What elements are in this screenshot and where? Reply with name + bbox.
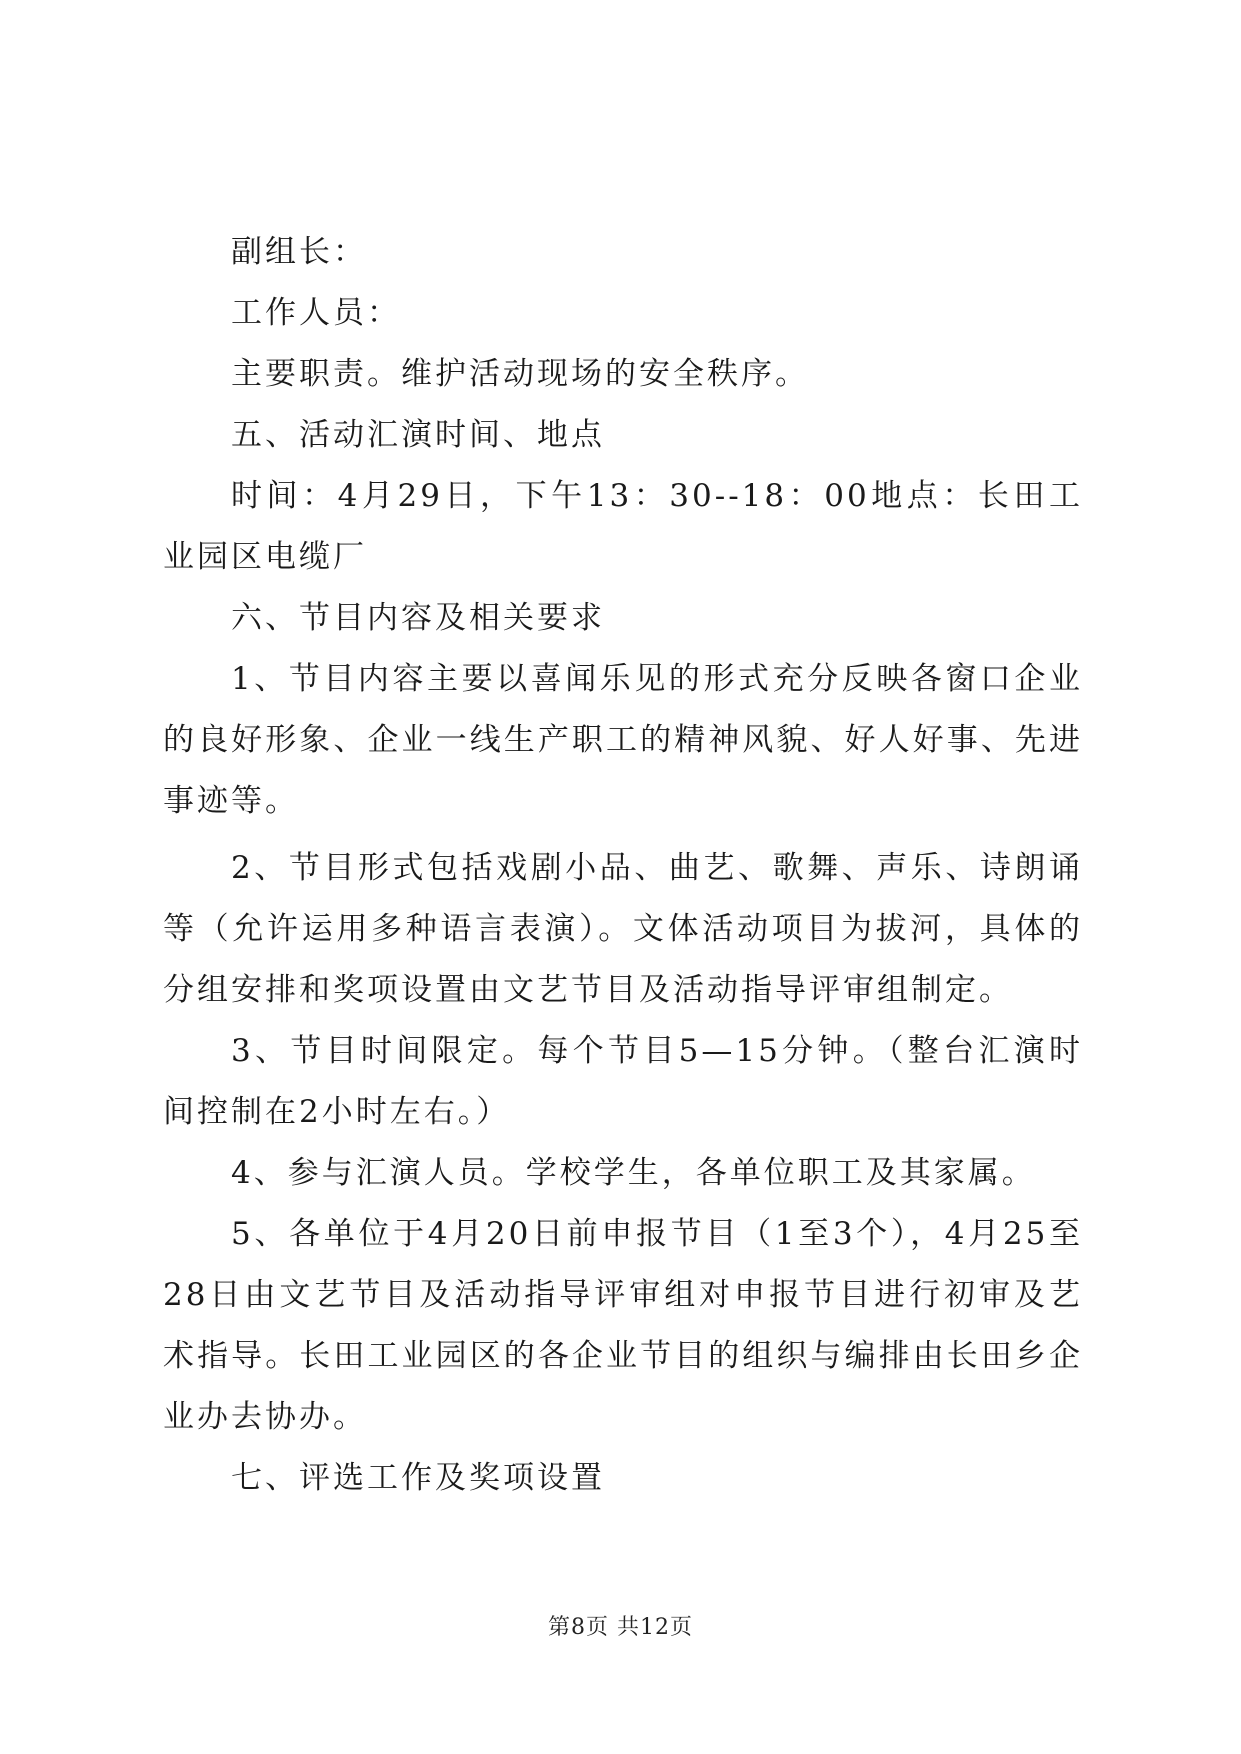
document-body — [163, 222, 1083, 1509]
paragraph-item-3: 3、节目时间限定。每个节目5—15分钟。（整台汇演时间控制在2小时左右。） — [163, 1033, 1083, 1130]
section-heading-seven: 七、评选工作及奖项设置 — [231, 1460, 605, 1496]
page-number-footer: 第8页 共12页 — [548, 1615, 693, 1640]
section-heading-six: 六、节目内容及相关要求 — [231, 600, 605, 636]
paragraph-item-4: 4、参与汇演人员。学校学生，各单位职工及其家属。 — [231, 1155, 1036, 1191]
section-heading-five: 五、活动汇演时间、地点 — [231, 417, 605, 453]
paragraph-item-5: 5、各单位于4月20日前申报节目（1至3个），4月25至28日由文艺节目及活动指导评审组对申报节目进行初审及艺术指导。长田工业园区的各企业节目的组织与编排由长田乡企业办去协办。 — [163, 1216, 1083, 1435]
paragraph-staff: 工作人员： — [231, 295, 401, 331]
paragraph-time-location: 时间：4月29日，下午13：30--18：00地点：长田工业园区电缆厂 — [163, 478, 1083, 575]
paragraph-item-1: 1、节目内容主要以喜闻乐见的形式充分反映各窗口企业的良好形象、企业一线生产职工的精神风貌、好人好事、先进事迹等。 — [163, 661, 1083, 819]
paragraph-duties: 主要职责。维护活动现场的安全秩序。 — [231, 356, 809, 392]
paragraph-item-2: 2、节目形式包括戏剧小品、曲艺、歌舞、声乐、诗朗诵等（允许运用多种语言表演）。文体活动项目为拔河，具体的分组安排和奖项设置由文艺节目及活动指导评审组制定。 — [163, 850, 1083, 1008]
paragraph-deputy-leader: 副组长： — [231, 234, 367, 270]
